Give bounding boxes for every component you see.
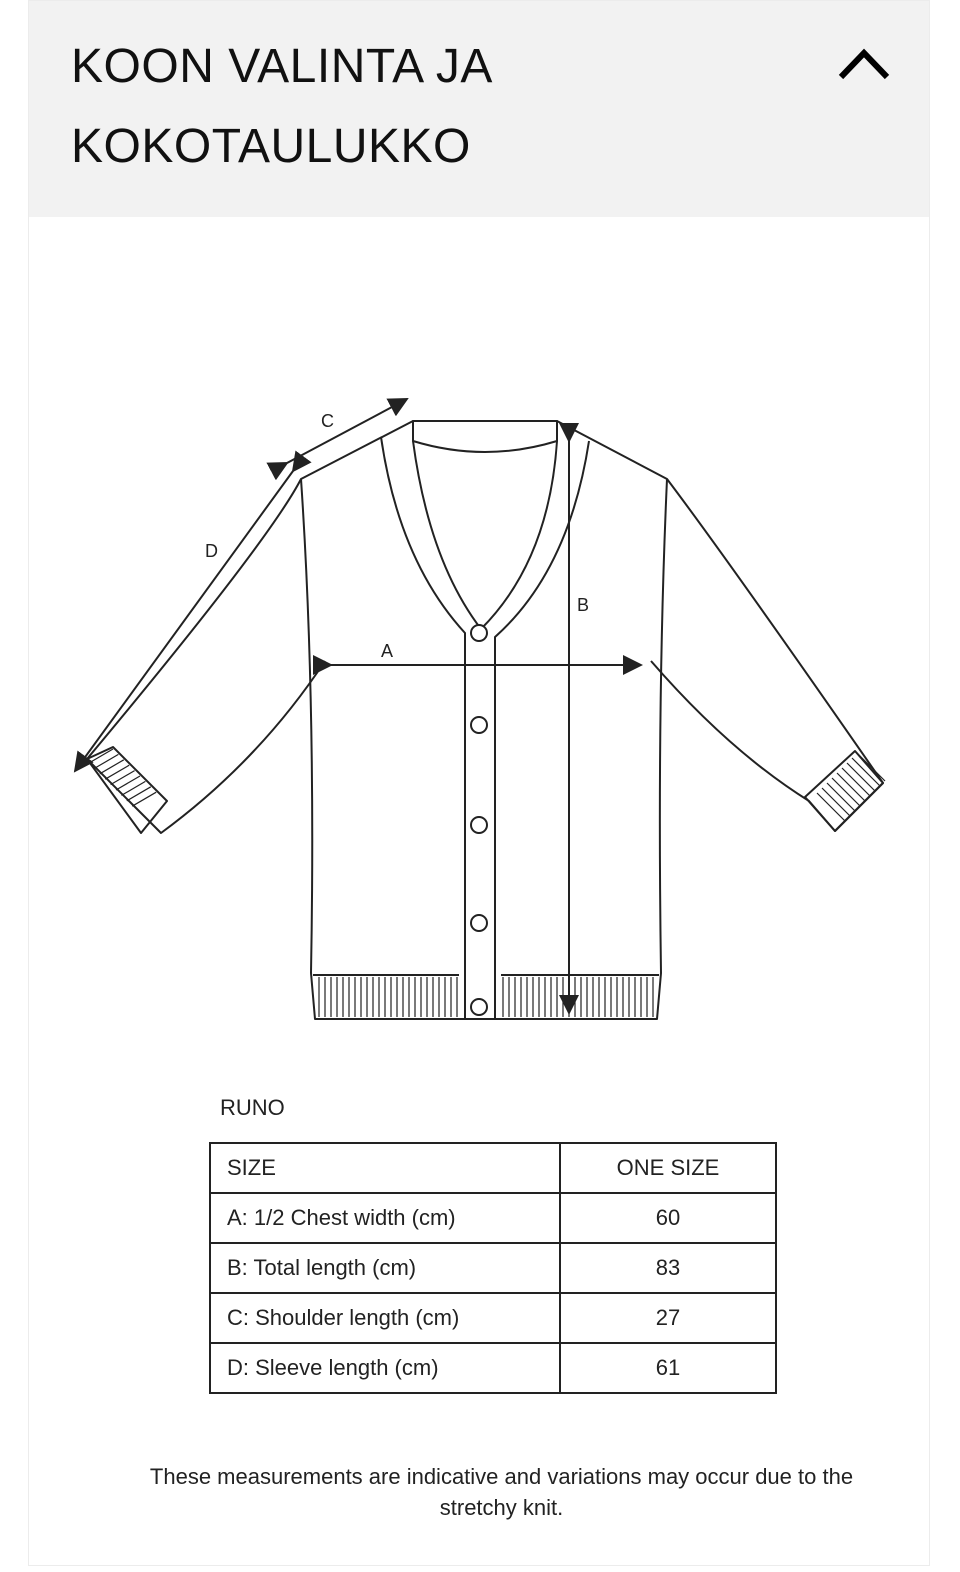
header-cell-size: SIZE	[210, 1143, 560, 1193]
title-line-1: KOON VALINTA JA	[71, 40, 493, 93]
label-d: D	[205, 541, 218, 561]
rib-stroke	[132, 792, 156, 806]
rib-stroke	[121, 781, 145, 795]
size-table	[209, 1142, 777, 1394]
row-label: D: Sleeve length (cm)	[210, 1343, 560, 1393]
button-2	[471, 717, 487, 733]
label-b: B	[577, 595, 590, 615]
row-value: 83	[560, 1243, 776, 1293]
cardigan-measurement-diagram	[69, 386, 899, 1036]
button-5	[471, 999, 487, 1015]
rib-stroke	[127, 787, 151, 801]
measure-d-line	[75, 471, 293, 771]
accordion-title	[71, 27, 711, 187]
button-4	[471, 915, 487, 931]
left-sleeve	[87, 479, 325, 833]
table-row	[210, 1343, 776, 1393]
table-row	[210, 1293, 776, 1343]
neckline-back	[413, 421, 557, 452]
header-cell-one-size: ONE SIZE	[560, 1143, 776, 1193]
v-neck-right	[481, 441, 557, 629]
product-name: RUNO	[220, 1095, 285, 1120]
v-neck-left-inner	[413, 441, 481, 629]
label-a: A	[381, 641, 394, 661]
rib-stroke	[116, 776, 140, 790]
table-row	[210, 1193, 776, 1243]
left-cuff	[87, 747, 167, 833]
ribbing	[89, 749, 885, 1017]
rib-stroke	[111, 771, 135, 785]
rib-stroke	[94, 754, 118, 768]
accordion-header[interactable]	[29, 1, 929, 217]
measure-c-line	[287, 399, 407, 463]
chevron-up-icon	[829, 37, 899, 97]
measurement-note: These measurements are indicative and variations may occur due to the stretchy knit.	[149, 1464, 854, 1520]
row-label: A: 1/2 Chest width (cm)	[210, 1193, 560, 1243]
button-1	[471, 625, 487, 641]
rib-stroke	[100, 760, 124, 774]
row-value: 60	[560, 1193, 776, 1243]
right-sleeve	[651, 479, 883, 831]
v-neck-left	[381, 437, 465, 1019]
row-label: B: Total length (cm)	[210, 1243, 560, 1293]
label-c: C	[321, 411, 334, 431]
rib-stroke	[105, 765, 129, 779]
right-cuff	[805, 751, 883, 831]
row-value: 61	[560, 1343, 776, 1393]
table-row	[210, 1243, 776, 1293]
row-label: C: Shoulder length (cm)	[210, 1293, 560, 1343]
table-header-row	[210, 1143, 776, 1193]
size-guide-panel	[28, 0, 930, 1566]
collapse-button[interactable]	[829, 37, 899, 97]
button-3	[471, 817, 487, 833]
row-value: 27	[560, 1293, 776, 1343]
title-line-2: KOKOTAULUKKO	[71, 120, 471, 173]
